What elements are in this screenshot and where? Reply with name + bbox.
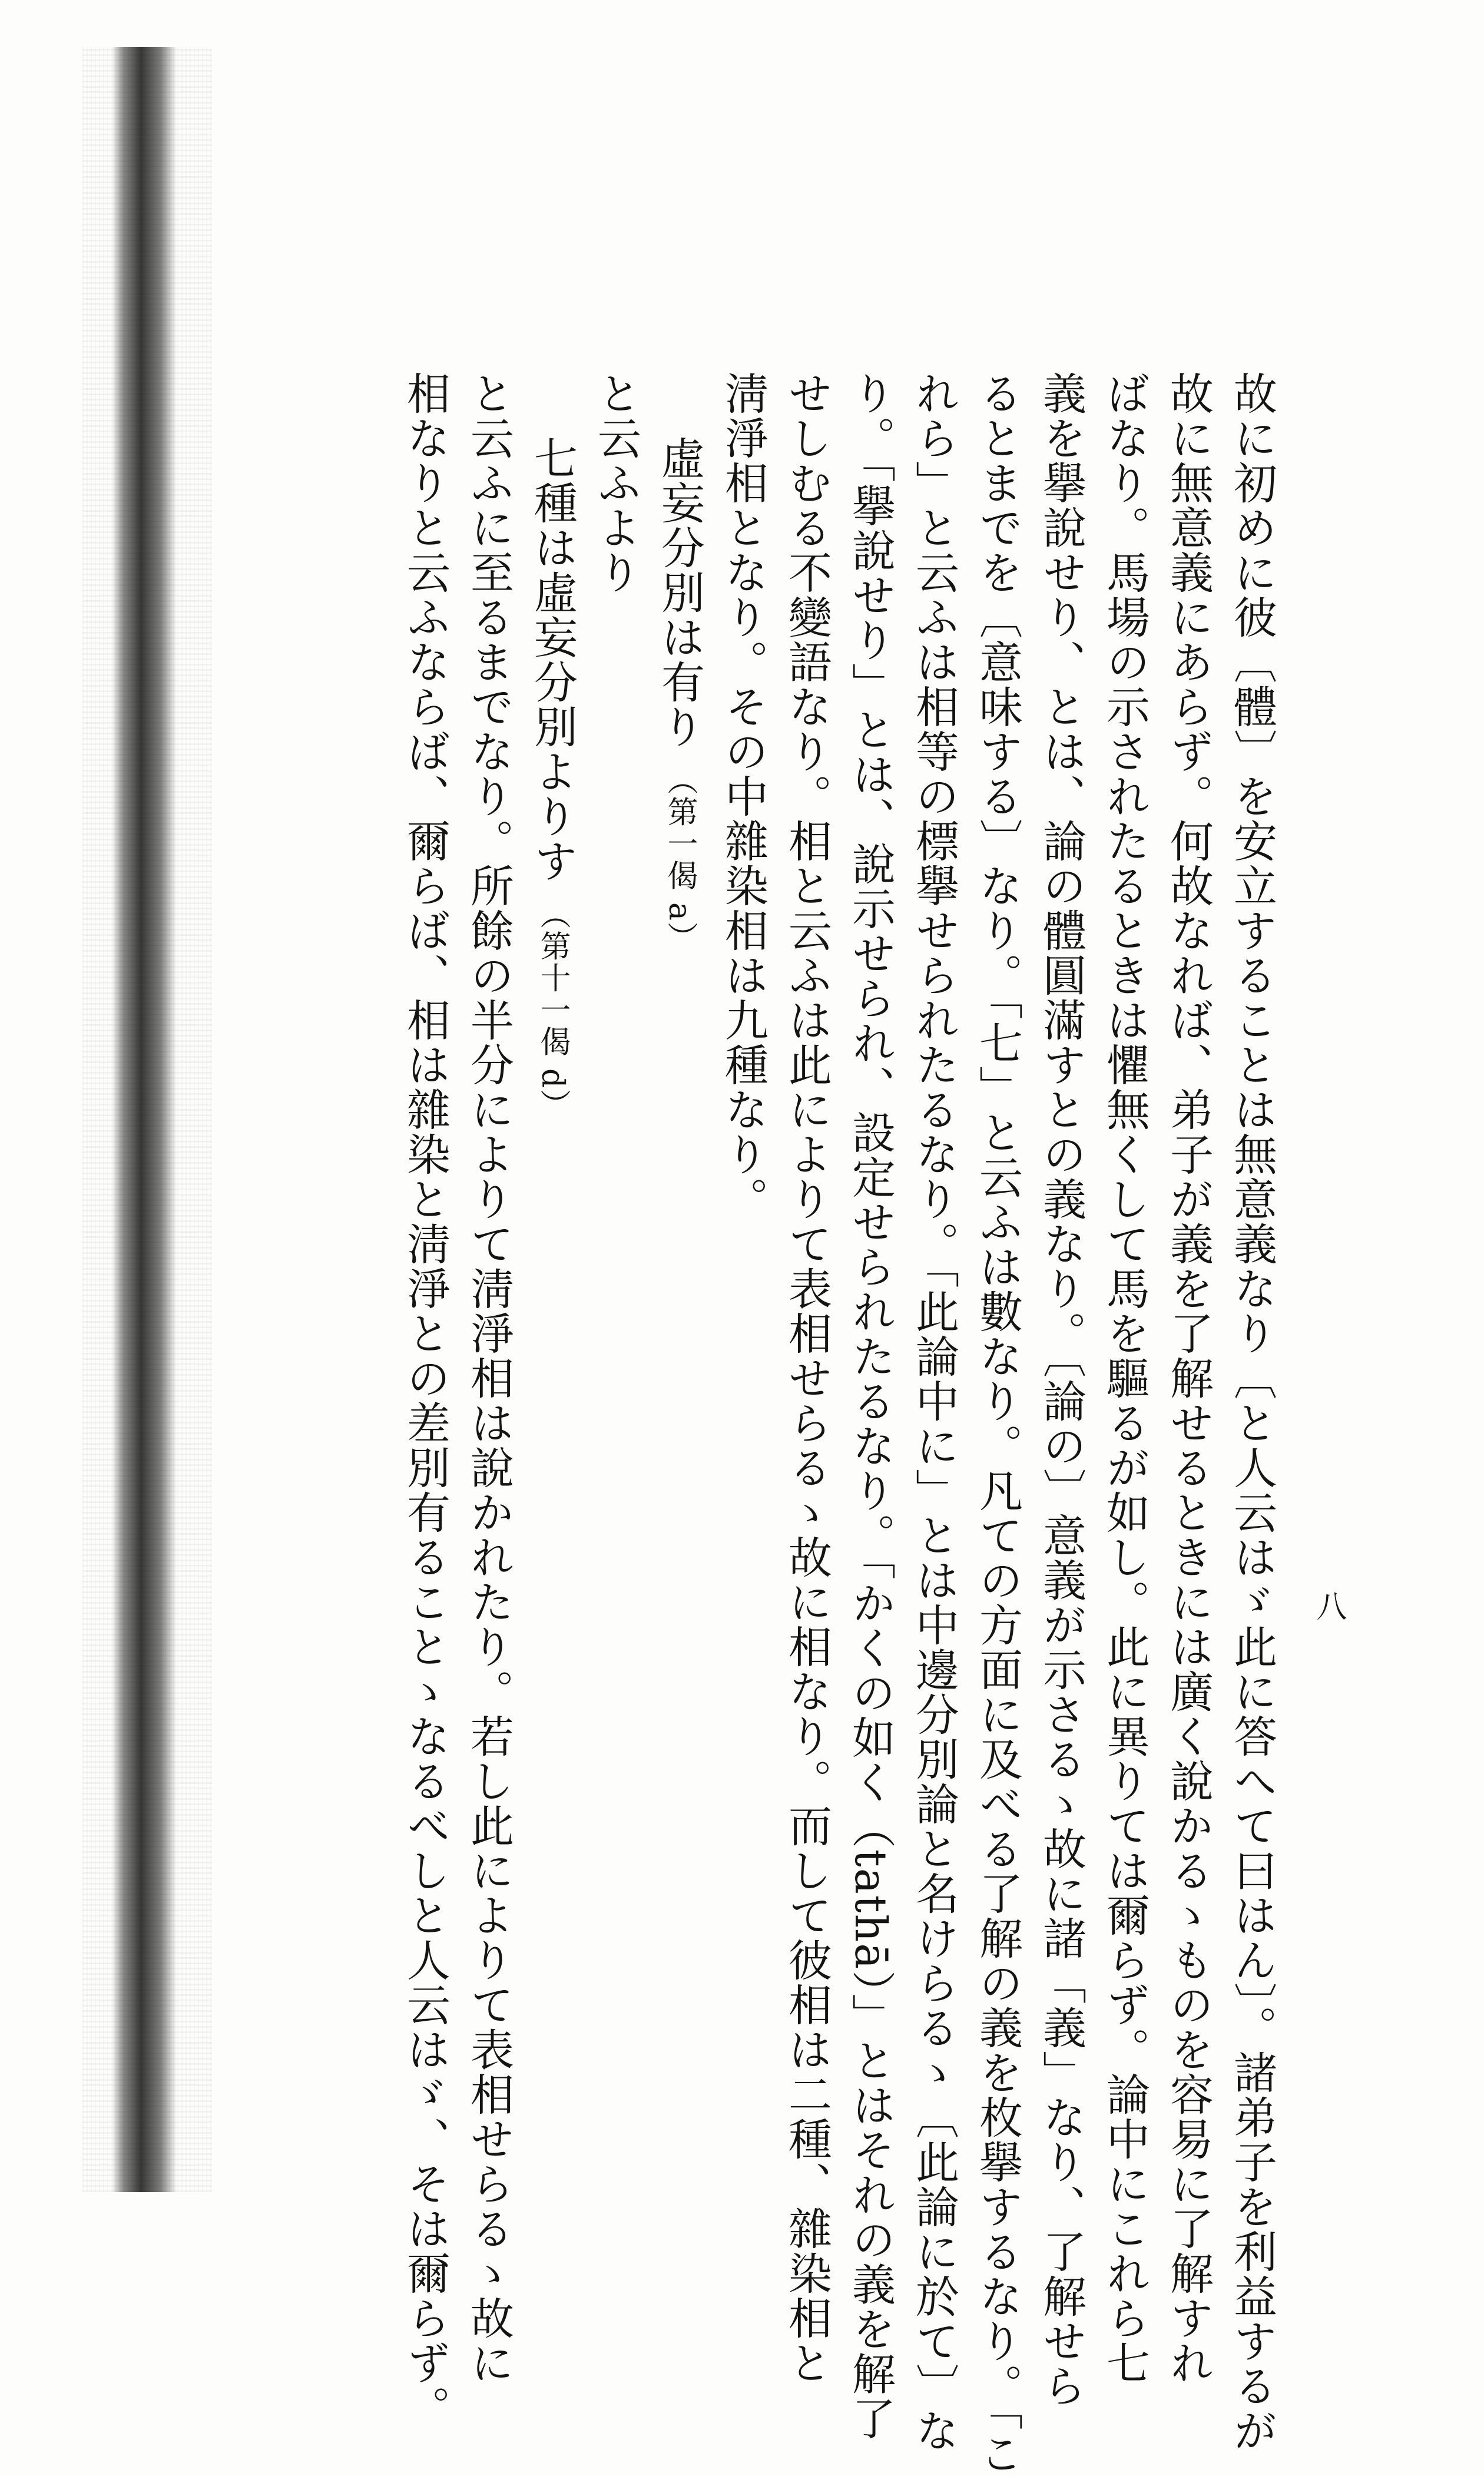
- text-line: ばなり。馬場の示されたるときは懼無くして馬を驅るが如し。此に異りては爾らず。論中にこれら七: [1099, 371, 1150, 2385]
- book-gutter-shadow: [112, 47, 177, 2192]
- body-text: [330, 371, 1284, 2476]
- text-line: 故に無意義にあらず。何故なれば、弟子が義を了解せるときには廣く說かるゝものを容易に了解すれ: [1163, 371, 1214, 2385]
- text-line: るとまでを〔意味する〕なり。「七」と云ふは數なり。凡ての方面に及べる了解の義を枚擧するなり。「こ: [972, 371, 1023, 2476]
- text-line: 相なりと云ふならば、爾らば、相は雜染と淸淨との差別有ることゝなるべしと人云はゞ、そは爾らず。: [400, 371, 450, 2430]
- verse-reference: （第十一偈 d）: [535, 898, 570, 1121]
- text-line: と云ふに至るまでなり。所餘の半分によりて淸淨相は說かれたり。若し此によりて表相せらるゝ故に: [463, 371, 514, 2385]
- text-line: れら」と云ふは相等の標擧せられたるなり。「此論中に」とは中邊分別論と名けらるゝ〔此論に於て〕な: [909, 371, 959, 2453]
- verse-text: 七種は虛妄分別よりす: [527, 436, 578, 883]
- text-line: 淸淨相となり。その中雜染相は九種なり。: [718, 371, 768, 1222]
- text-line: と云ふより: [591, 371, 641, 595]
- text-line: り。「擧說せり」とは、說示せられ、設定せられたるなり。「かくの如く（tathā）」とはそれの義を解了: [845, 371, 896, 2441]
- text-line: せしむる不變語なり。相と云ふは此によりて表相せらるゝ故に相なり。而して彼相は二種、雜染相と: [781, 371, 832, 2385]
- text-line: 故に初めに彼〔體〕を安立することは無意義なり〔と人云はゞ此に答へて曰はん〕。諸弟子を利益するが: [1227, 371, 1277, 2453]
- verse-text: 虛妄分別は有り: [654, 436, 705, 749]
- page-number: 八: [1311, 1590, 1346, 1621]
- verse-quote: [521, 371, 584, 2020]
- text-line: 義を擧說せり、とは、論の體圓滿すとの義なり。〔論の〕意義が示さるゝ故に諸「義」なり、了解せら: [1036, 371, 1086, 2408]
- verse-quote: [648, 371, 711, 2020]
- verse-reference: （第一偈 a）: [662, 764, 697, 954]
